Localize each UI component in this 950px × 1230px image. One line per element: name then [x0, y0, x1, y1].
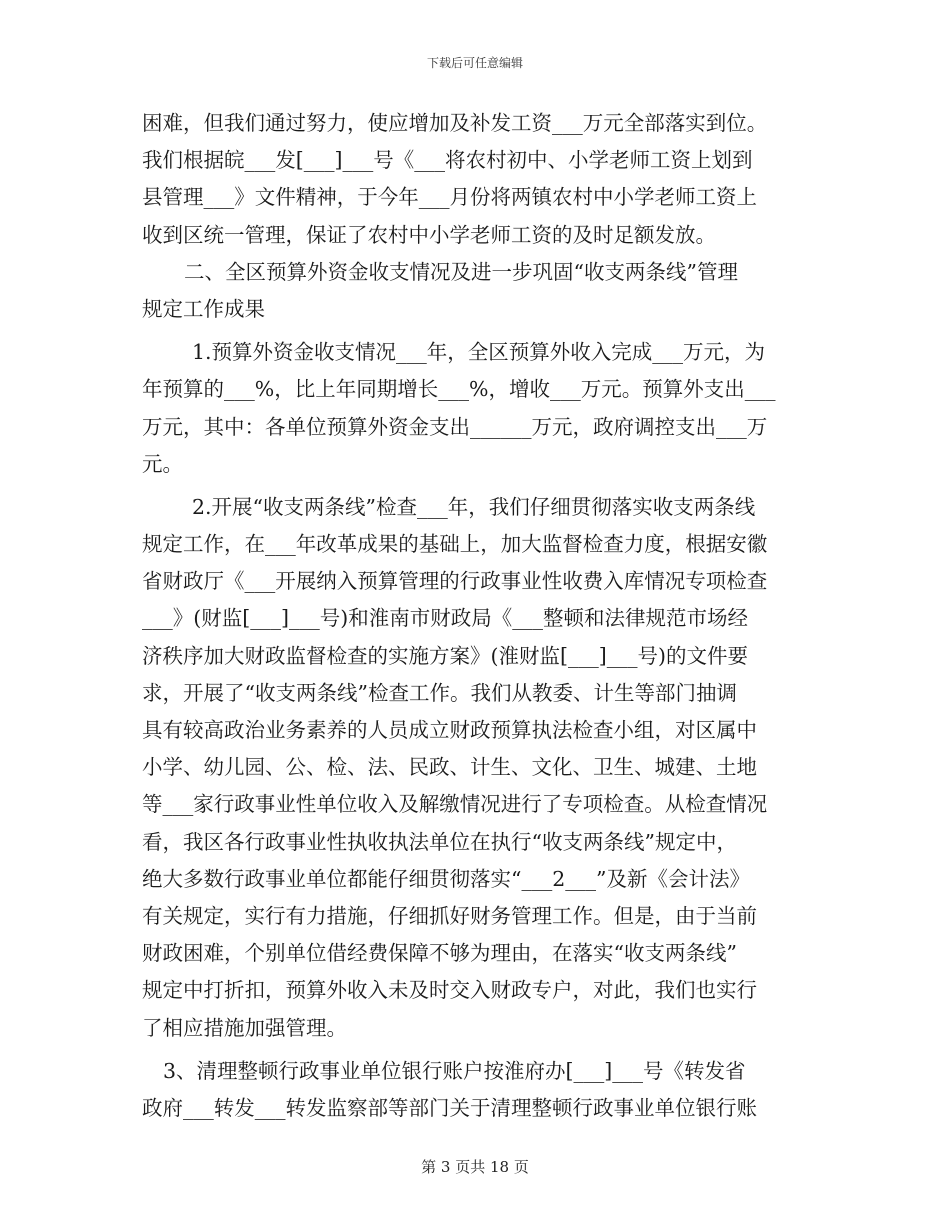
body-line: 3、清理整顿行政事业单位银行账户按淮府办[___]___号《转发省	[163, 1058, 746, 1083]
body-line: 规定工作，在___年改革成果的基础上，加大监督检查力度，根据安徽	[142, 532, 768, 557]
body-line: 绝大多数行政事业单位都能仔细贯彻落实“___2___”及新《会计法》	[142, 866, 751, 891]
body-line: 了相应措施加强管理。	[142, 1015, 347, 1040]
document-body	[142, 105, 812, 1127]
body-line: 小学、幼儿园、公、检、法、民政、计生、文化、卫生、城建、土地	[142, 755, 757, 780]
body-line: 等___家行政事业性单位收入及解缴情况进行了专项检查。从检查情况	[142, 792, 768, 817]
body-line: 具有较高政治业务素养的人员成立财政预算执法检查小组，对区属中	[142, 718, 757, 742]
page-header: 下载后可任意编辑	[426, 56, 523, 70]
body-line: 年预算的___%，比上年同期增长___%，增收___万元。预算外支出___	[142, 377, 776, 402]
body-line: 财政困难，个别单位借经费保障不够为理由，在落实“收支两条线”	[142, 941, 737, 966]
body-line: 收到区统一管理，保证了农村中小学老师工资的及时足额发放。	[142, 222, 716, 247]
body-line: 规定中打折扣，预算外收入未及时交入财政专户，对此，我们也实行	[142, 978, 757, 1003]
body-line: 政府___转发___转发监察部等部门关于清理整顿行政事业单位银行账	[142, 1095, 757, 1120]
body-line: 求，开展了“收支两条线”检查工作。我们从教委、计生等部门抽调	[142, 680, 737, 705]
page-number: 第 3 页共 18 页	[421, 1158, 529, 1176]
body-line: 县管理___》文件精神，于今年___月份将两镇农村中小学老师工资上	[142, 185, 757, 210]
body-line: ___》(财监[___]___号)和淮南市财政局《___整顿和法律规范市场经	[142, 606, 748, 631]
body-line: 看，我区各行政事业性执收执法单位在执行“收支两条线”规定中，	[142, 829, 737, 854]
body-line: 万元，其中：各单位预算外资金支出______万元，政府调控支出___万	[142, 414, 768, 439]
section-heading-line: 规定工作成果	[142, 296, 265, 321]
body-line: 济秩序加大财政监督检查的实施方案》(淮财监[___]___号)的文件要	[142, 643, 748, 668]
body-line: 1.预算外资金收支情况___年，全区预算外收入完成___万元，为	[192, 340, 766, 365]
body-line: 元。	[142, 451, 183, 476]
body-line: 省财政厅《___开展纳入预算管理的行政事业性收费入库情况专项检查	[142, 569, 768, 594]
section-heading-line: 二、全区预算外资金收支情况及进一步巩固“收支两条线”管理	[184, 259, 738, 284]
body-line: 有关规定，实行有力措施，仔细抓好财务管理工作。但是，由于当前	[142, 903, 757, 928]
body-line: 困难，但我们通过努力，使应增加及补发工资___万元全部落实到位。	[142, 111, 768, 135]
body-line: 我们根据皖___发[___]___号《___将农村初中、小学老师工资上划到	[142, 148, 753, 173]
body-line: 2.开展“收支两条线”检查___年，我们仔细贯彻落实收支两条线	[192, 494, 756, 519]
